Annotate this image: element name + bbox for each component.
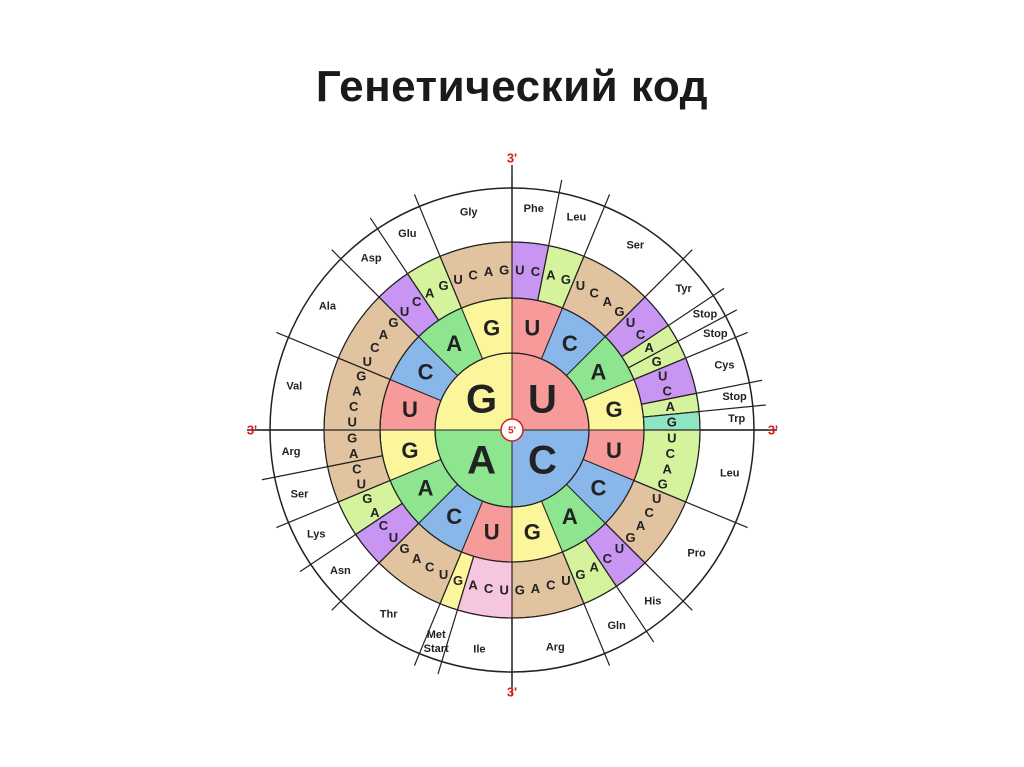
amino-acid-label: Ile — [473, 643, 486, 656]
third-base-label: A — [546, 267, 556, 283]
third-base-label: G — [399, 541, 410, 557]
third-base-label: G — [614, 303, 625, 319]
second-base-label: A — [417, 475, 434, 501]
amino-acid-label: Trp — [728, 412, 746, 425]
third-base-label: G — [362, 490, 373, 506]
amino-acid-label: Phe — [523, 203, 544, 216]
third-base-label: A — [530, 580, 541, 596]
third-base-label: U — [561, 573, 571, 589]
second-base-label: A — [561, 503, 578, 529]
third-base-label: U — [388, 529, 399, 545]
second-base-label: U — [606, 437, 622, 463]
amino-acid-label: Pro — [687, 547, 706, 560]
third-base-label: U — [347, 414, 357, 430]
amino-acid-label: His — [644, 595, 662, 608]
third-base-label: C — [602, 551, 613, 567]
second-base-label: G — [401, 437, 419, 463]
amino-acid-label: Asp — [360, 252, 382, 265]
third-base-label: G — [560, 271, 571, 287]
third-base-label: A — [468, 577, 478, 593]
amino-acid-label: Tyr — [675, 283, 692, 296]
third-base-label: U — [453, 271, 463, 287]
third-base-label: C — [411, 293, 422, 309]
three-prime-label: 3' — [506, 684, 518, 700]
third-base-label: U — [625, 315, 636, 331]
third-base-label: G — [625, 529, 636, 545]
third-base-label: U — [667, 430, 677, 446]
amino-acid-label: Stop — [722, 390, 747, 403]
third-base-label: A — [602, 293, 613, 309]
third-base-label: C — [349, 399, 359, 415]
second-base-label: G — [605, 397, 623, 423]
third-base-label: G — [347, 430, 358, 446]
amino-acid-label: Cys — [714, 359, 735, 372]
three-prime-label: 3' — [506, 150, 518, 166]
first-base-label: A — [467, 438, 497, 483]
second-base-label: U — [483, 519, 500, 545]
third-base-label: G — [453, 573, 464, 589]
third-base-label: C — [468, 267, 478, 283]
third-base-label: C — [530, 264, 541, 280]
amino-acid-label: Stop — [692, 308, 718, 321]
three-prime-label: 3' — [767, 422, 779, 438]
third-base-label: U — [356, 476, 367, 492]
slide-title: Генетический код — [315, 62, 709, 111]
amino-acid-label: Arg — [281, 445, 301, 458]
third-base-label: C — [378, 517, 389, 533]
second-base-label: U — [524, 315, 541, 341]
amino-acid-label: Ser — [626, 239, 645, 252]
third-base-label: C — [370, 340, 380, 356]
third-base-label: U — [657, 368, 668, 384]
third-base-label: A — [425, 285, 435, 301]
first-base-label: U — [527, 377, 557, 422]
third-base-label: C — [546, 577, 556, 593]
amino-acid-label: Ser — [290, 488, 309, 501]
third-base-label: G — [438, 277, 449, 293]
amino-acid-label: Start — [423, 642, 449, 655]
third-base-label: C — [662, 383, 672, 399]
third-base-label: A — [665, 399, 675, 415]
third-base-label: A — [644, 340, 654, 356]
third-base-label: G — [657, 476, 668, 492]
third-base-label: U — [575, 277, 586, 293]
third-base-label: A — [635, 517, 646, 533]
second-base-label: A — [446, 331, 463, 357]
second-base-label: G — [523, 519, 541, 545]
second-base-label: C — [561, 331, 578, 357]
first-base-label: C — [527, 438, 557, 483]
third-base-label: U — [499, 582, 509, 598]
third-base-label: G — [388, 315, 399, 331]
third-base-label: C — [644, 504, 654, 520]
amino-acid-label: Glu — [398, 228, 417, 241]
third-base-label: C — [352, 461, 362, 477]
third-base-label: C — [425, 559, 435, 575]
amino-acid-label: Met — [426, 628, 446, 641]
first-base-label: G — [466, 377, 498, 422]
amino-acid-label: Stop — [703, 327, 728, 340]
second-base-label: C — [417, 359, 434, 385]
amino-acid-label: Val — [286, 380, 303, 393]
third-base-label: G — [651, 354, 662, 370]
second-base-label: G — [483, 315, 501, 341]
second-base-label: U — [402, 397, 418, 423]
third-base-label: A — [349, 445, 359, 461]
third-base-label: A — [589, 559, 599, 575]
third-base-label: U — [651, 490, 662, 506]
third-base-label: G — [356, 368, 367, 384]
three-prime-label: 3' — [246, 422, 258, 438]
third-base-label: C — [665, 445, 675, 461]
third-base-label: A — [483, 264, 494, 280]
third-base-label: G — [666, 414, 677, 430]
third-base-label: C — [589, 285, 599, 301]
third-base-label: U — [438, 567, 449, 583]
amino-acid-label: Leu — [566, 211, 587, 224]
third-base-label: G — [499, 262, 510, 278]
third-base-label: A — [662, 461, 672, 477]
third-base-label: U — [362, 354, 373, 370]
third-base-label: G — [514, 582, 525, 598]
second-base-label: A — [590, 359, 607, 385]
amino-acid-label: Thr — [379, 608, 398, 621]
amino-acid-label: Lys — [306, 528, 326, 541]
third-base-label: A — [370, 504, 380, 520]
amino-acid-label: Gly — [459, 206, 478, 219]
third-base-label: G — [575, 567, 586, 583]
amino-acid-label: Leu — [719, 467, 740, 480]
amino-acid-label: Asn — [330, 564, 351, 577]
amino-acid-label: Gln — [607, 619, 626, 632]
third-base-label: A — [352, 383, 362, 399]
third-base-label: C — [635, 327, 646, 343]
amino-acid-label: Arg — [545, 641, 565, 654]
second-base-label: C — [446, 503, 463, 529]
third-base-label: U — [614, 541, 625, 557]
second-base-label: C — [590, 475, 607, 501]
third-base-label: U — [515, 262, 525, 278]
third-base-label: A — [411, 551, 422, 567]
five-prime-label: 5' — [508, 425, 516, 437]
amino-acid-label: Ala — [318, 300, 336, 313]
third-base-label: A — [378, 327, 389, 343]
third-base-label: C — [483, 580, 494, 596]
third-base-label: U — [399, 303, 410, 319]
